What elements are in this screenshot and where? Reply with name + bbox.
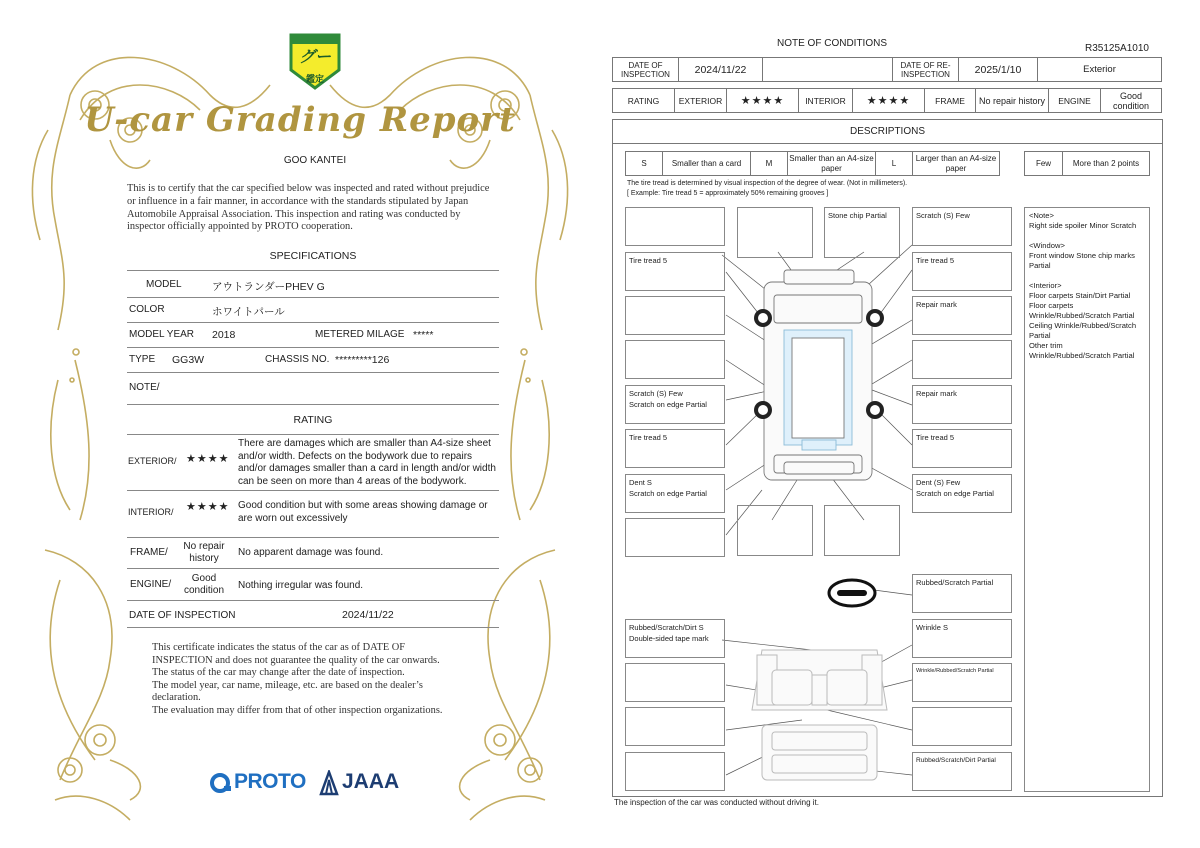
- descriptions-title: DESCRIPTIONS: [612, 119, 1163, 144]
- right-rear-tire-box: Tire tread 5: [912, 429, 1012, 468]
- interior-label: INTERIOR: [798, 88, 853, 113]
- empty-box: [625, 340, 725, 379]
- view-label: Exterior: [1037, 57, 1162, 82]
- interior-wrs-box: Wrinkle/Rubbed/Scratch Partial: [912, 663, 1012, 702]
- type-value: GG3W: [172, 354, 205, 366]
- legend-s: S: [625, 151, 663, 176]
- empty-box: [625, 518, 725, 557]
- interior-stars: ★★★★: [852, 88, 925, 113]
- jaaa-logo-icon: [318, 770, 340, 796]
- certificate-footer: This certificate indicates the status of the car as of DATE OF INSPECTION and does not guarantee the quality of the car onwards. The status of the car may change after the date of inspection. The model year, car name, mileage, etc. are based on the dealer’s declaration. The evaluation may differ from that of other inspection organizations.: [152, 642, 443, 716]
- blank-cell: [762, 57, 893, 82]
- svg-text:グー: グー: [298, 47, 332, 66]
- legend-few: Few: [1024, 151, 1063, 176]
- certificate-subtitle: GOO KANTEI: [283, 155, 347, 166]
- empty-box: [625, 663, 725, 702]
- tire-note: The tire tread is determined by visual inspection of the degree of wear. (Not in millimeters).: [627, 180, 908, 187]
- reinspection-date-label: DATE OF RE-INSPECTION: [892, 57, 959, 82]
- empty-box: [625, 207, 725, 246]
- interior-label: INTERIOR/: [128, 507, 174, 517]
- empty-box: [737, 207, 813, 258]
- reinspection-date-value: 2025/1/10: [958, 57, 1038, 82]
- left-dent-box: Dent S Scratch on edge Partial: [625, 474, 725, 513]
- sheet-title: NOTE OF CONDITIONS: [777, 38, 887, 49]
- empty-box: [625, 752, 725, 791]
- empty-box: [912, 707, 1012, 746]
- model-year-value: 2018: [212, 329, 236, 341]
- rating-title: RATING: [293, 414, 333, 426]
- notes-panel: <Note> Right side spoiler Minor Scratch <Window> Front window Stone chip marks Partial <Interior> Floor carpets Stain/Dirt Partial Floor carpets Wrinkle/Rubbed/Scratch Partial Ceiling Wrinkle/Rubbed/Scratch Partial Other trim Wrinkle/Rubbed/Scratch Partial: [1024, 207, 1150, 792]
- sheet-footer-note: The inspection of the car was conducted without driving it.: [614, 798, 819, 807]
- model-value: アウトランダーPHEV G: [212, 281, 325, 293]
- rating-label: RATING: [612, 88, 675, 113]
- empty-box: [737, 505, 813, 556]
- empty-box: [912, 340, 1012, 379]
- frame-label: FRAME/: [130, 547, 168, 558]
- steering-wheel-icon: [829, 580, 875, 606]
- right-front-tire-box: Tire tread 5: [912, 252, 1012, 291]
- divider: [127, 537, 499, 538]
- divider: [127, 490, 499, 491]
- empty-box: [824, 505, 900, 556]
- chassis-label: CHASSIS NO.: [265, 354, 330, 365]
- engine-description: Nothing irregular was found.: [238, 580, 364, 591]
- color-label: COLOR: [129, 304, 165, 315]
- reference-number: R35125A1010: [1085, 43, 1149, 54]
- engine-label: ENGINE/: [130, 579, 172, 590]
- model-year-label: MODEL YEAR: [129, 329, 195, 340]
- divider: [127, 297, 499, 298]
- specifications-title: SPECIFICATIONS: [269, 250, 357, 262]
- interior-description: Good condition but with some areas showing damage or are worn out excessively: [238, 500, 488, 524]
- legend-m: M: [750, 151, 788, 176]
- frame-description: No apparent damage was found.: [238, 547, 384, 558]
- legend-few-desc: More than 2 points: [1062, 151, 1150, 176]
- engine-value: Good condition: [1100, 88, 1162, 113]
- steering-box: Rubbed/Scratch Partial: [912, 574, 1012, 613]
- right-repair-box: Repair mark: [912, 296, 1012, 335]
- top-scratch-box: Scratch (S) Few: [912, 207, 1012, 246]
- exterior-label: EXTERIOR/: [128, 456, 177, 466]
- mileage-label: METERED MILAGE: [315, 329, 405, 340]
- proto-brand: PROTO: [234, 770, 306, 793]
- exterior-label: EXTERIOR: [674, 88, 727, 113]
- certificate-title: U-car Grading Report: [84, 100, 516, 140]
- right-repair-box: Repair mark: [912, 385, 1012, 424]
- tire-note-example: [ Example: Tire tread 5 = approximately 50% remaining grooves ]: [627, 190, 829, 197]
- divider: [127, 568, 499, 569]
- exterior-stars: ★★★★: [726, 88, 799, 113]
- color-value: ホワイトパール: [212, 306, 285, 318]
- divider: [127, 347, 499, 348]
- empty-box: [625, 296, 725, 335]
- type-label: TYPE: [129, 354, 156, 365]
- legend-m-desc: Smaller than an A4-size paper: [787, 151, 876, 176]
- model-label: MODEL: [146, 279, 182, 290]
- top-stone-chip-box: Stone chip Partial: [824, 207, 900, 258]
- engine-label: ENGINE: [1048, 88, 1101, 113]
- divider: [127, 434, 499, 435]
- right-dent-box: Dent (S) Few Scratch on edge Partial: [912, 474, 1012, 513]
- certificate-intro: This is to certify that the car specified below was inspected and rated without prejudice or influence in a fair manner, in accordance with the standards stipulated by Japan Automobile Appraisal Association. This inspection and rating was conducted by inspector officially appointed by PROTO cooperation.: [127, 183, 490, 233]
- legend-s-desc: Smaller than a card: [662, 151, 751, 176]
- interior-wrinkle-box: Wrinkle S: [912, 619, 1012, 658]
- frame-value: No repair history: [183, 541, 225, 564]
- divider: [127, 270, 499, 271]
- inspection-date-value: 2024/11/22: [342, 609, 394, 621]
- divider: [127, 322, 499, 323]
- inspection-date-value: 2024/11/22: [678, 57, 763, 82]
- divider: [127, 627, 499, 628]
- inspection-date-label: DATE OF INSPECTION: [612, 57, 679, 82]
- divider: [127, 600, 499, 601]
- interior-rsd-box: Rubbed/Scratch/Dirt Partial: [912, 752, 1012, 791]
- chassis-value: *********126: [335, 354, 390, 366]
- exterior-description: There are damages which are smaller than A4-size sheet and/or width. Defects on the bodywork due to repairs and/or damages smaller than a card in length and/or width can be seen on more than 4 areas of the bodywork.: [238, 438, 496, 487]
- left-rear-tire-box: Tire tread 5: [625, 429, 725, 468]
- inspection-date-label: DATE OF INSPECTION: [129, 610, 236, 621]
- exterior-stars: ★★★★: [186, 453, 230, 465]
- note-label: NOTE/: [129, 382, 160, 393]
- jaaa-brand: JAAA: [342, 770, 400, 793]
- badge-label: 鑑定: [305, 74, 324, 84]
- left-front-tire-box: Tire tread 5: [625, 252, 725, 291]
- frame-label: FRAME: [924, 88, 976, 113]
- left-scratch-box: Scratch (S) Few Scratch on edge Partial: [625, 385, 725, 424]
- interior-left-box: Rubbed/Scratch/Dirt S Double-sided tape mark: [625, 619, 725, 658]
- interior-stars: ★★★★: [186, 501, 230, 513]
- divider: [127, 372, 499, 373]
- frame-value: No repair history: [975, 88, 1049, 113]
- mileage-value: *****: [413, 329, 434, 341]
- divider: [127, 404, 499, 405]
- empty-box: [625, 707, 725, 746]
- proto-logo-icon: [208, 772, 234, 794]
- engine-value: Good condition: [183, 573, 225, 596]
- legend-l: L: [875, 151, 913, 176]
- legend-l-desc: Larger than an A4-size paper: [912, 151, 1000, 176]
